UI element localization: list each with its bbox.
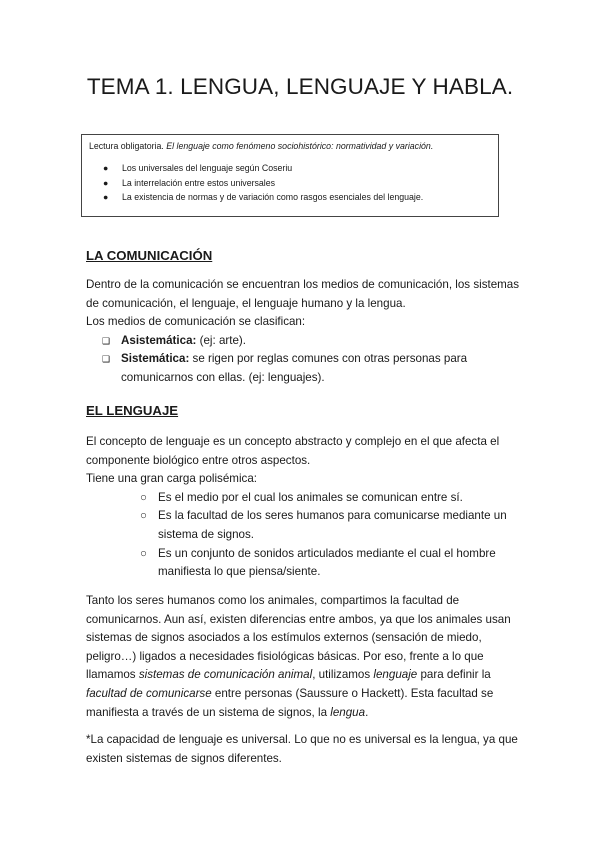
paragraph: Dentro de la comunicación se encuentran los medios de comunicación, los sistemas de comunicación, el lenguaje, el lenguaje humano y la lengua. <box>86 278 520 310</box>
section-heading-comunicacion: LA COMUNICACIÓN <box>86 248 213 263</box>
circle-bullet-icon: ○ <box>140 509 148 523</box>
reading-lead <box>89 141 491 151</box>
bullet-icon: ● <box>103 177 109 188</box>
paragraph-comparison: Tanto los seres humanos como los animales, compartimos la facultad de comunicarnos. Aun así, existen diferencias entre ambos, ya que los animales usan sistemas de signos asociados a los estímulos externos (sensación de miedo, peligro…) ligados a necesidades fisiológicas básicas. Por eso, frente a lo que llamamos sistemas de comunicación animal, utilizamos lenguaje para definir la facultad de comunicarse entre personas (Saussure o Hackett). Esta facultad se manifiesta a través de un sistema de signos, la lengua. <box>86 594 511 719</box>
paragraph: El concepto de lenguaje es un concepto abstracto y complejo en el que afecta el componente biológico entre otros aspectos. <box>86 435 500 467</box>
note-paragraph: *La capacidad de lenguaje es universal. Lo que no es universal es la lengua, ya que existen sistemas de signos diferentes. <box>86 733 518 765</box>
reading-label: Lectura obligatoria. <box>89 141 164 151</box>
reading-item: ● Los universales del lenguaje según Coseriu <box>89 161 491 176</box>
reading-title: El lenguaje como fenómeno sociohistórico: normatividad y variación. <box>166 141 434 151</box>
section-body-lenguaje <box>86 433 526 582</box>
reading-item: ● La existencia de normas y de variación como rasgos esenciales del lenguaje. <box>89 190 491 205</box>
list-item: ○ Es la facultad de los seres humanos para comunicarse mediante un sistema de signos. <box>140 509 507 541</box>
section-body-comunicacion <box>86 276 526 388</box>
list-item: ○ Es el medio por el cual los animales se comunican entre sí. <box>86 489 514 508</box>
list-item: ❑ Asistemática: (ej: arte). <box>86 332 526 351</box>
circle-bullet-icon: ○ <box>140 490 148 504</box>
page-title: TEMA 1. LENGUA, LENGUAJE Y HABLA. <box>86 74 514 99</box>
paragraph: Los medios de comunicación se clasifican: <box>86 315 306 329</box>
circle-bullet-icon: ○ <box>140 546 148 560</box>
reading-list <box>89 161 491 205</box>
meanings-list <box>86 489 526 582</box>
media-list <box>86 332 526 388</box>
reading-item: ● La interrelación entre estos universales <box>89 176 491 191</box>
section-heading-lenguaje: EL LENGUAJE <box>86 403 179 418</box>
paragraph: Tiene una gran carga polisémica: <box>86 472 257 486</box>
checkbox-bullet-icon: ❑ <box>102 354 111 365</box>
reading-box <box>81 134 499 217</box>
list-item: ○ Es un conjunto de sonidos articulados mediante el cual el hombre manifiesta lo que piensa/siente. <box>140 546 496 579</box>
bullet-icon: ● <box>103 192 109 203</box>
checkbox-bullet-icon: ❑ <box>102 335 111 346</box>
list-item: ❑ Sistemática: se rigen por reglas comunes con otras personas para comunicarnos con ellas. (ej: lenguajes). <box>102 352 468 384</box>
bullet-icon: ● <box>103 163 109 173</box>
